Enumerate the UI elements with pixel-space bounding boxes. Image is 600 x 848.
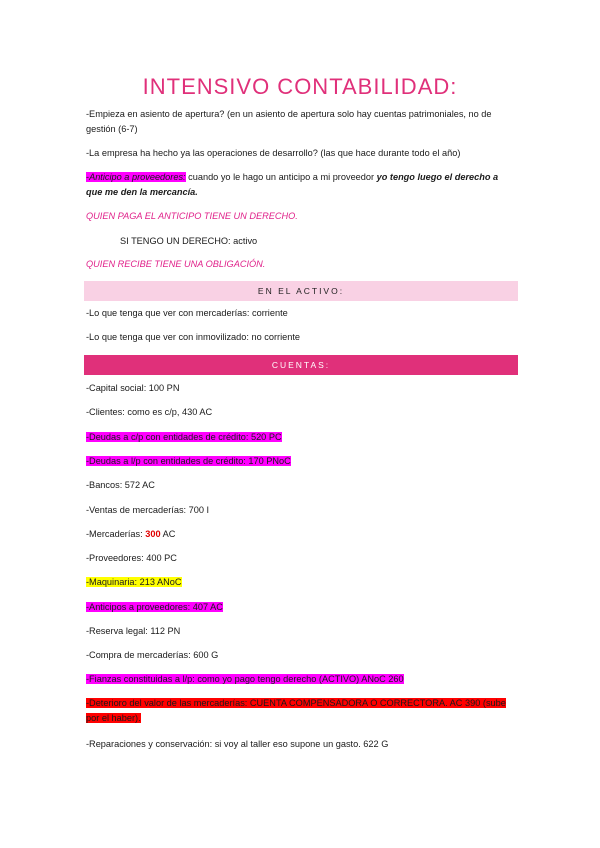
anticipo-dash: - bbox=[86, 172, 90, 182]
si-tengo-derecho: SI TENGO UN DERECHO: activo bbox=[120, 236, 258, 246]
fianzas-text: -Fianzas constituidas a l/p: como yo pago tengo derecho (ACTIVO) ANoC 260 bbox=[86, 674, 404, 684]
cuenta-reserva: -Reserva legal: 112 PN bbox=[86, 626, 181, 636]
intro-q1: -Empieza en asiento de apertura? (en un asiento de apertura solo hay cuentas patrimoniales, no de gestión (6-7) bbox=[86, 109, 492, 134]
cuenta-proveedores: -Proveedores: 400 PC bbox=[86, 553, 177, 563]
cuenta-deudas-cp bbox=[86, 430, 516, 445]
cuenta-anticipos bbox=[86, 600, 516, 615]
page-title: INTENSIVO CONTABILIDAD: bbox=[142, 74, 458, 99]
cuenta-capital: -Capital social: 100 PN bbox=[86, 383, 180, 393]
anticipo-term: Anticipo a proveedores: bbox=[89, 172, 186, 182]
cuenta-ventas: -Ventas de mercaderías: 700 I bbox=[86, 505, 210, 515]
deterioro-text: -Deterioro del valor de las mercaderías: CUENTA COMPENSADORA O CORRECTORA. AC 390 (sube por el haber). bbox=[86, 698, 506, 723]
merc-number: 300 bbox=[145, 529, 161, 539]
activo-line-2: -Lo que tenga que ver con inmovilizado: no corriente bbox=[86, 332, 300, 342]
cuenta-compra: -Compra de mercaderías: 600 G bbox=[86, 650, 219, 660]
merc-label: -Mercaderías: bbox=[86, 529, 146, 539]
paga-anticipo-note: QUIEN PAGA EL ANTICIPO TIENE UN DERECHO. bbox=[86, 211, 298, 221]
cuenta-clientes: -Clientes: como es c/p, 430 AC bbox=[86, 407, 213, 417]
deudas-cp-text: -Deudas a c/p con entidades de crédito: 520 PC bbox=[86, 432, 282, 442]
recibe-anticipo-note: QUIEN RECIBE TIENE UNA OBLIGACIÓN. bbox=[86, 259, 266, 269]
cuenta-reparaciones: -Reparaciones y conservación: si voy al taller eso supone un gasto. 622 G bbox=[86, 739, 389, 749]
activo-band: EN EL ACTIVO: bbox=[84, 281, 518, 301]
activo-line-1: -Lo que tenga que ver con mercaderías: corriente bbox=[86, 308, 288, 318]
cuentas-band: CUENTAS: bbox=[84, 355, 518, 375]
cuenta-deudas-lp bbox=[86, 454, 516, 469]
anticipo-definition bbox=[86, 170, 516, 200]
intro-q2: -La empresa ha hecho ya las operaciones de desarrollo? (las que hace durante todo el año) bbox=[86, 148, 461, 158]
anticipo-mid: cuando yo le hago un anticipo a mi proveedor bbox=[185, 172, 377, 182]
cuenta-bancos: -Bancos: 572 AC bbox=[86, 480, 155, 490]
deudas-lp-text: -Deudas a l/p con entidades de crédito: 170 PNoC bbox=[86, 456, 291, 466]
cuenta-fianzas bbox=[86, 672, 516, 687]
merc-suffix: AC bbox=[160, 529, 176, 539]
maquinaria-text: -Maquinaria: 213 ANoC bbox=[86, 577, 182, 587]
anticipo-end: yo tengo luego el derecho a que me den la mercancía. bbox=[86, 172, 499, 197]
anticipos-text: -Anticipos a proveedores: 407 AC bbox=[86, 602, 223, 612]
cuenta-mercaderias bbox=[86, 527, 516, 542]
cuenta-deterioro bbox=[86, 696, 516, 726]
cuenta-maquinaria bbox=[86, 575, 516, 590]
